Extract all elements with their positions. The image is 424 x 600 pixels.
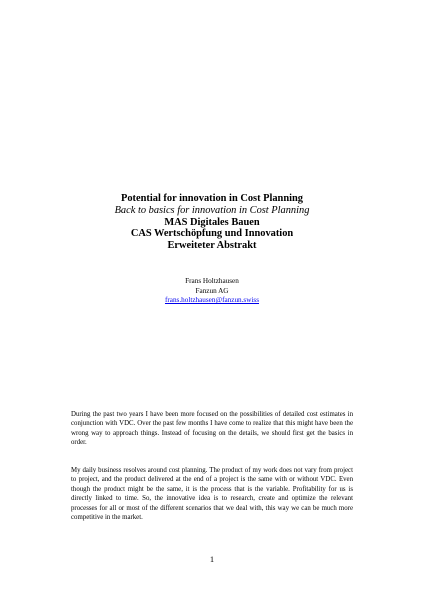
body-paragraph-1: During the past two years I have been more focused on the possibilities of detailed cost estimates in conjunction with VDC. Over the past few months I have come to realize that this might have been the wrong way to approach things. Instead of focusing on the details, we should first get the basics in order. [71,411,353,447]
author-block [0,277,424,306]
title-block [0,193,424,252]
program-name: MAS Digitales Bauen [164,216,260,228]
author-name: Frans Holtzhausen [185,277,239,285]
course-name: CAS Wertschöpfung und Innovation [130,228,294,240]
author-company: Fanzun AG [195,286,229,295]
page-number: 1 [209,554,215,564]
document-title: Potential for innovation in Cost Planning [121,193,303,204]
document-type: Erweiteter Abstrakt [167,240,257,252]
author-email-link[interactable]: frans.holtzhausen@fanzun.swiss [164,296,260,305]
author-email-line [0,296,424,306]
document-subtitle: Back to basics for innovation in Cost Planning [114,204,310,216]
body-paragraph-2: My daily business resolves around cost planning. The product of my work does not vary from project to project, and the product delivered at the end of a project is the same with or without VDC. Even though the product might be the same, it is the process that is the variable. Profitability for us is directly linked to time. So, the innovative idea is to research, create and optimize the relevant processes for all or most of the different scenarios that we deal with, this way we can be much more competitive in the market. [71,467,353,522]
